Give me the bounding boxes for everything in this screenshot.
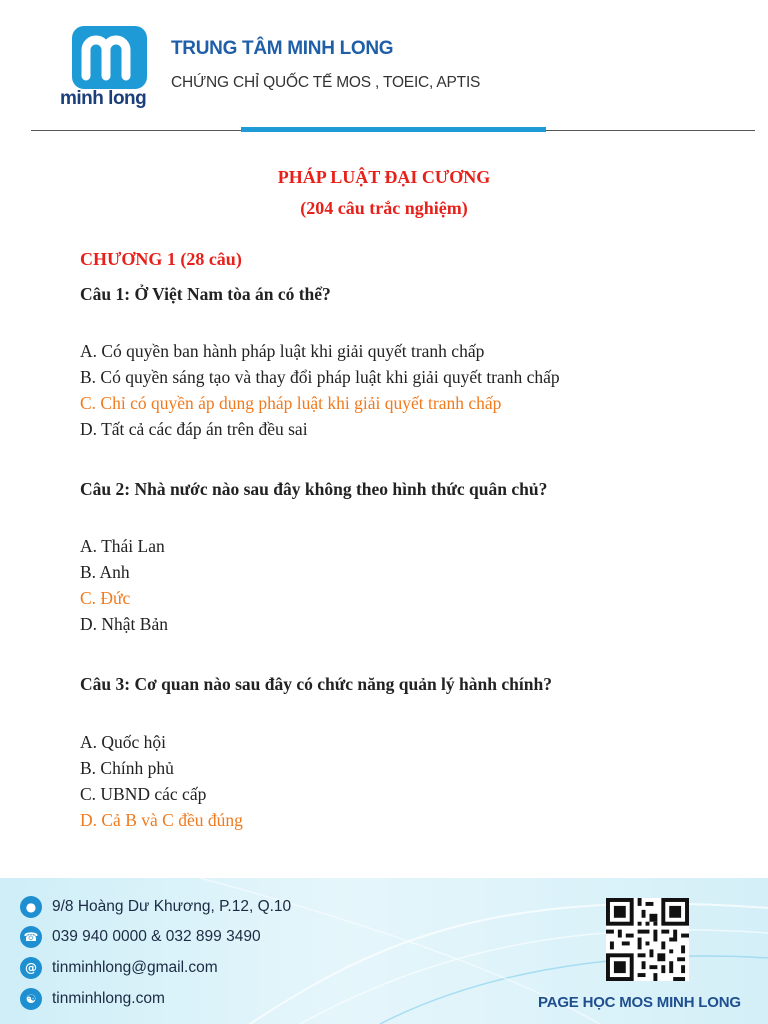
question-1-option-a: A. Có quyền ban hành pháp luật khi giải quyết tranh chấp: [80, 341, 485, 361]
brand-title: TRUNG TÂM MINH LONG: [171, 38, 394, 59]
question-2: Câu 2: Nhà nước nào sau đây không theo hình thức quân chủ?: [80, 479, 548, 499]
footer-email-row: [20, 957, 218, 979]
brand-subtitle: CHỨNG CHỈ QUỐC TẾ MOS , TOEIC, APTIS: [171, 74, 481, 91]
qr-code[interactable]: [606, 898, 689, 981]
location-icon: ●: [20, 896, 42, 918]
question-3-option-b: B. Chính phủ: [80, 758, 174, 778]
chapter-heading: CHƯƠNG 1 (28 câu): [80, 249, 242, 269]
footer-address-row: [20, 896, 291, 918]
logo: [72, 26, 147, 89]
question-3: Câu 3: Cơ quan nào sau đây có chức năng quản lý hành chính?: [80, 674, 552, 694]
question-1: Câu 1: Ở Việt Nam tòa án có thể?: [80, 284, 331, 304]
logo-m-icon: [72, 26, 147, 89]
question-1-option-d: D. Tất cả các đáp án trên đều sai: [80, 419, 308, 439]
question-1-option-b: B. Có quyền sáng tạo và thay đổi pháp luật khi giải quyết tranh chấp: [80, 367, 560, 387]
footer: [0, 878, 768, 1024]
question-2-option-d: D. Nhật Bản: [80, 614, 168, 634]
footer-email[interactable]: tinminhlong@gmail.com: [52, 959, 218, 976]
question-2-option-b: B. Anh: [80, 562, 130, 582]
email-icon: @: [20, 957, 42, 979]
header-accent-bar: [241, 127, 546, 132]
question-2-option-c-correct: C. Đức: [80, 588, 131, 608]
logo-text: minh long: [60, 88, 147, 109]
question-3-option-a: A. Quốc hội: [80, 732, 167, 752]
footer-address: 9/8 Hoàng Dư Khương, P.12, Q.10: [52, 898, 292, 915]
qr-caption: PAGE HỌC MOS MINH LONG: [538, 994, 741, 1011]
document-title: PHÁP LUẬT ĐẠI CƯƠNG: [277, 167, 491, 187]
question-3-option-d-correct: D. Cả B và C đều đúng: [80, 810, 243, 830]
globe-icon: ☯: [20, 988, 42, 1010]
footer-website-row: [20, 988, 165, 1010]
footer-phone: 039 940 0000 & 032 899 3490: [52, 928, 261, 945]
question-1-option-c-correct: C. Chỉ có quyền áp dụng pháp luật khi giải quyết tranh chấp: [80, 393, 502, 413]
footer-website[interactable]: tinminhlong.com: [52, 990, 165, 1007]
footer-phone-row: [20, 926, 261, 948]
phone-icon: ☎: [20, 926, 42, 948]
question-2-option-a: A. Thái Lan: [80, 536, 165, 556]
question-3-option-c: C. UBND các cấp: [80, 784, 207, 804]
document-subtitle: (204 câu trắc nghiệm): [300, 198, 468, 218]
